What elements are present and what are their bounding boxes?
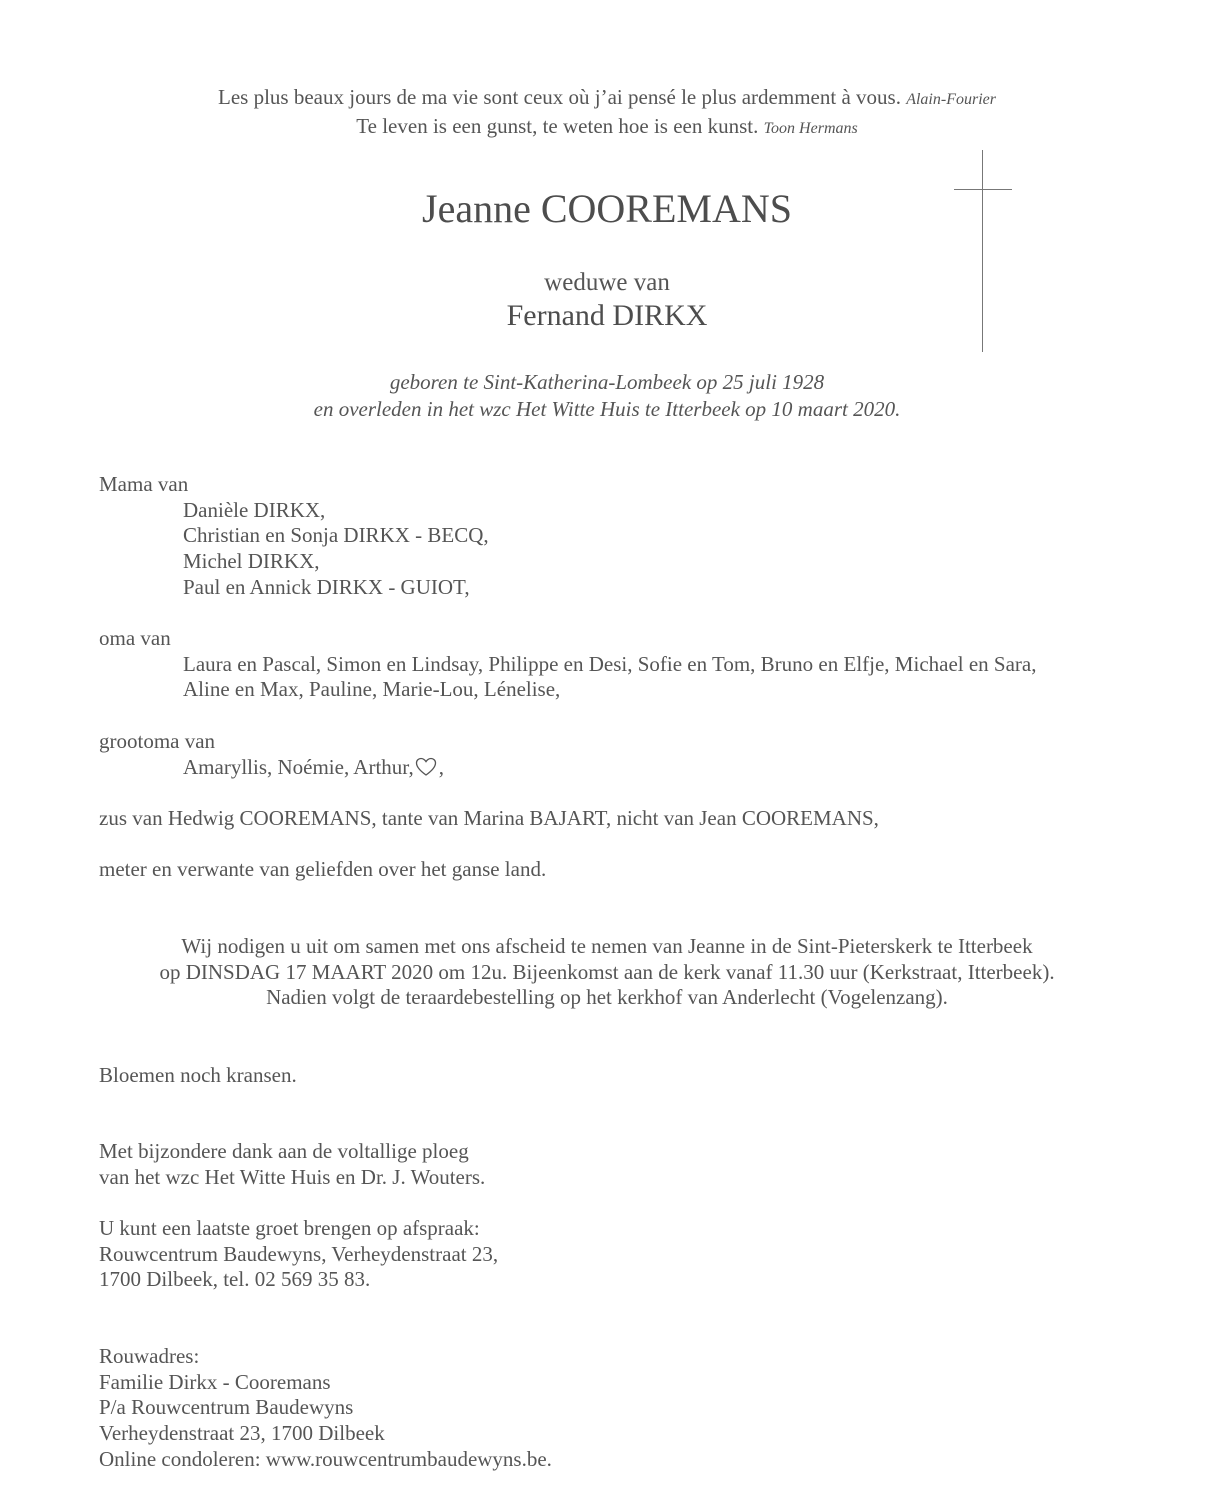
died-line: en overleden in het wzc Het Witte Huis te Itterbeek op 10 maart 2020. [313,397,901,421]
quote-1-author: Alain-Fourier [906,91,996,108]
relatives-line: zus van Hedwig COOREMANS, tante van Marina BAJART, nicht van Jean COOREMANS, [99,806,879,830]
address-line-1: Rouwadres: [99,1344,200,1368]
mourning-address-section [99,1344,1179,1473]
thanks-section [99,1139,1179,1190]
born-line: geboren te Sint-Katherina-Lombeek op 25 juli 1928 [389,370,825,394]
deceased-name: Jeanne COOREMANS [422,186,792,231]
thanks-line-2: van het wzc Het Witte Huis en Dr. J. Wouters. [99,1164,486,1189]
visit-line-2: Rouwcentrum Baudewyns, Verheydenstraat 23, [99,1241,499,1266]
great-grandchildren-names: Amaryllis, Noémie, Arthur, [183,754,414,779]
great-grandchildren-heading: grootoma van [99,729,216,753]
funeral-invitation [0,934,1214,1011]
address-line-2: Familie Dirkx - Cooremans [99,1369,331,1394]
quote-1 [0,84,1214,113]
great-grandchildren-line [183,755,1179,781]
invitation-line-1: Wij nodigen u uit om samen met ons afscheid te nemen van Jeanne in de Sint-Pieterskerk te Itterbeek [181,934,1033,958]
address-line-5: Online condoleren: www.rouwcentrumbaudewyns.be. [99,1446,552,1471]
thanks-line-1: Met bijzondere dank aan de voltallige ploeg [99,1139,469,1163]
great-grandchildren-suffix: , [438,754,444,779]
grandchildren-list [99,652,1179,703]
flowers-line: Bloemen noch kransen. [99,1063,297,1087]
invitation-line-2: op DINSDAG 17 MAART 2020 om 12u. Bijeenkomst aan de kerk vanaf 11.30 uur (Kerkstraat, Itterbeek). [159,959,1055,984]
heart-icon [415,757,437,777]
godmother-line: meter en verwante van geliefden over het ganse land. [99,857,547,881]
quote-2-text: Te leven is een gunst, te weten hoe is een kunst. [356,114,759,138]
quotes [0,84,1214,142]
great-grandchildren-section [99,729,1179,780]
widow-of-label: weduwe van [544,269,670,296]
visit-section [99,1216,1179,1293]
address-line-4: Verheydenstraat 23, 1700 Dilbeek [99,1421,385,1446]
quote-1-text: Les plus beaux jours de ma vie sont ceux où j’ai pensé le plus ardemment à vous. [218,85,901,109]
children-list [99,498,1179,601]
children-section [99,472,1179,601]
list-item: Michel DIRKX, [183,549,320,574]
invitation-line-3: Nadien volgt de teraardebestelling op het kerkhof van Anderlecht (Vogelenzang). [266,985,948,1010]
grandchildren-section [99,626,1179,703]
visit-line-3: 1700 Dilbeek, tel. 02 569 35 83. [99,1267,371,1292]
spouse-name: Fernand DIRKX [506,299,708,332]
children-heading: Mama van [99,472,189,496]
birth-death-info [0,369,1214,423]
list-item: Paul en Annick DIRKX - GUIOT, [183,574,470,599]
list-item: Christian en Sonja DIRKX - BECQ, [183,523,489,548]
great-grandchildren-list [99,755,1179,781]
grandchildren-line-1: Laura en Pascal, Simon en Lindsay, Philippe en Desi, Sofie en Tom, Bruno en Elfje, Michael en Sara, [183,651,1037,676]
grandchildren-line-2: Aline en Max, Pauline, Marie-Lou, Lénelise, [183,677,561,702]
grandchildren-heading: oma van [99,626,171,650]
address-line-3: P/a Rouwcentrum Baudewyns [99,1395,354,1420]
quote-2 [0,113,1214,142]
visit-line-1: U kunt een laatste groet brengen op afspraak: [99,1216,480,1240]
list-item: Danièle DIRKX, [183,497,326,522]
quote-2-author: Toon Hermans [763,120,858,137]
